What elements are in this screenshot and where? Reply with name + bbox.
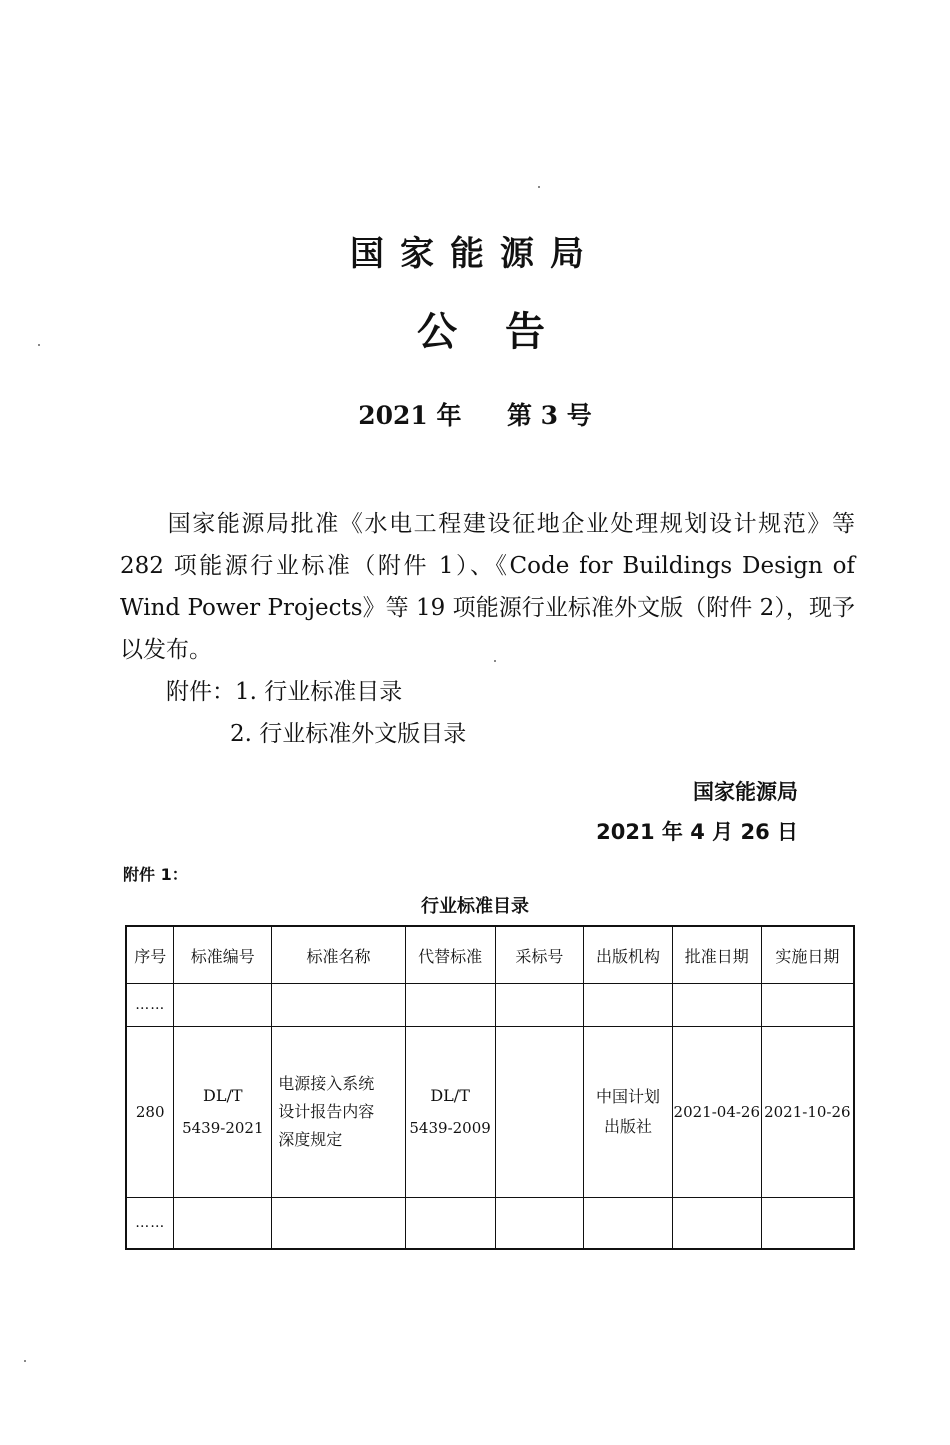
name-cell: 电源接入系统 设计报告内容 深度规定 — [272, 1027, 406, 1198]
attachment-1-label: 附件 1： — [123, 865, 188, 884]
ellipsis-cell: …… — [126, 984, 174, 1027]
publisher-cell: 中国计划 出版社 — [584, 1027, 673, 1198]
col-seq: 序号 — [126, 926, 174, 984]
adopt-cell — [495, 1027, 584, 1198]
notice-heading: 公告 — [417, 309, 593, 355]
code-cell: DL/T 5439-2021 — [174, 1027, 272, 1198]
col-approve-date: 批准日期 — [672, 926, 761, 984]
notice-year: 2021 年 — [358, 401, 462, 430]
scan-speck — [38, 344, 40, 346]
scan-speck — [24, 1360, 26, 1362]
notice-issue: 第 3 号 — [506, 401, 592, 430]
agency-heading: 国家能源局 — [350, 234, 600, 274]
table-title: 行业标准目录 — [421, 896, 529, 917]
replace-cell: DL/T 5439-2009 — [405, 1027, 495, 1198]
notice-body — [120, 503, 855, 755]
table-row — [126, 984, 854, 1027]
table-row — [126, 1198, 854, 1250]
ellipsis-cell: …… — [126, 1198, 174, 1250]
attachments-line-2: 2. 行业标准外文版目录 — [230, 721, 467, 747]
notice-number — [0, 396, 950, 432]
seq-cell: 280 — [126, 1027, 174, 1198]
col-name: 标准名称 — [272, 926, 406, 984]
standards-table — [125, 925, 855, 1250]
attachments-line-1: 附件：1. 行业标准目录 — [166, 679, 403, 705]
effective-date-cell: 2021-10-26 — [761, 1027, 854, 1198]
notice-paragraph: 国家能源局批准《水电工程建设征地企业处理规划设计规范》等 282 项能源行业标准（附件 1）、《Code for Buildings Design of Wind Power Projects》等 19 项能源行业标准外文版（附件 2），现予以发布。 — [120, 511, 855, 663]
scan-speck — [538, 186, 540, 188]
table-header-row — [126, 926, 854, 984]
col-publisher: 出版机构 — [584, 926, 673, 984]
scan-speck — [494, 660, 496, 662]
col-replace: 代替标准 — [405, 926, 495, 984]
col-effective-date: 实施日期 — [761, 926, 854, 984]
col-adopt: 采标号 — [495, 926, 584, 984]
signature-agency: 国家能源局 — [693, 780, 798, 804]
signature-date: 2021 年 4 月 26 日 — [596, 820, 798, 844]
approve-date-cell: 2021-04-26 — [672, 1027, 761, 1198]
table-row — [126, 1027, 854, 1198]
col-code: 标准编号 — [174, 926, 272, 984]
